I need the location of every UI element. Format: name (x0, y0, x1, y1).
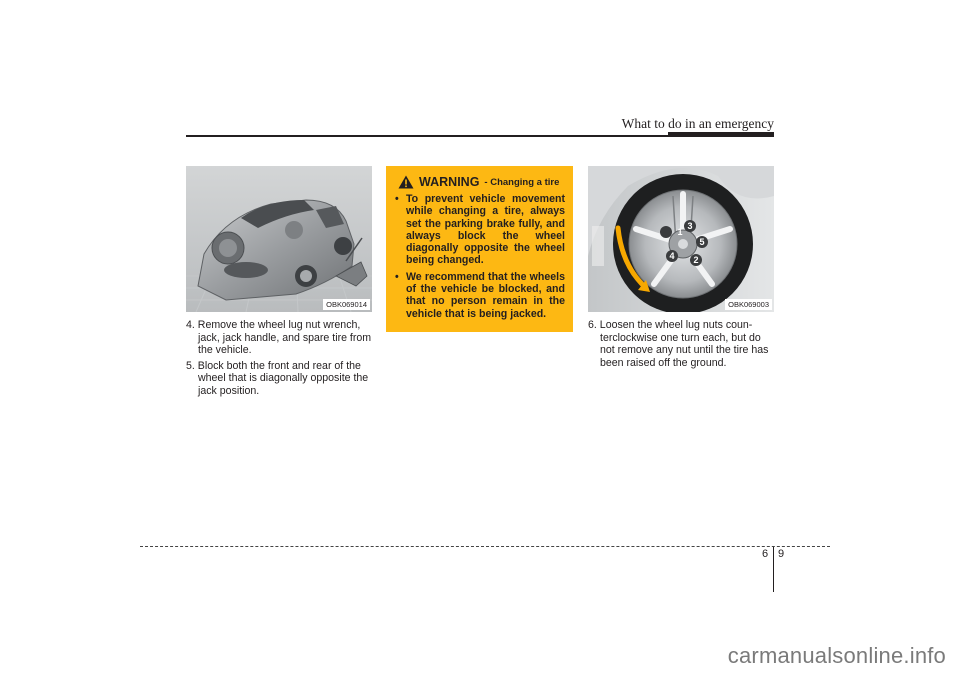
warning-item-text: We recommend that the wheels of the vehicle be blocked, and that no person remain in the vehicle that is being jacked. (406, 270, 565, 320)
step-number: 4. (186, 319, 195, 331)
warning-box (386, 166, 573, 332)
warning-item (394, 271, 565, 320)
car-jack-illustration (186, 166, 372, 312)
watermark: carmanualsonline.info (727, 643, 946, 668)
lug-number: 2 (693, 255, 699, 265)
figure-code: OBK069003 (725, 299, 772, 310)
warning-subtitle: - Changing a tire (484, 176, 560, 188)
chapter-number: 6 (762, 548, 769, 560)
steps-left (186, 319, 372, 401)
bullet-icon: • (395, 270, 399, 283)
footer-rule (140, 546, 830, 547)
warning-list (394, 193, 565, 320)
step-text-first: Block both the front and rear of the (197, 359, 361, 372)
warning-item-text: To prevent vehicle movement while changing a tire, always set the parking brake fully, and always block the wheel diagonally opposite the wheel being changed. (406, 193, 565, 267)
wheel-illustration-graphic (588, 166, 774, 312)
lug-number: 4 (669, 251, 675, 261)
warning-triangle-icon (398, 175, 414, 189)
step-6 (588, 319, 774, 369)
figure-code: OBK069014 (323, 299, 370, 310)
step-number: 6. (588, 319, 597, 331)
lug-number: 1 (677, 227, 683, 237)
page-number-divider (773, 547, 774, 592)
lug-number: 3 (687, 221, 693, 231)
step-5 (186, 360, 372, 398)
header-rule-accent (668, 132, 774, 137)
step-4 (186, 319, 372, 357)
car-illustration-graphic (186, 166, 372, 312)
step-text-rest: terclockwise one turn each, but do not remove any nut until the tire has been raised off the ground. (600, 331, 769, 369)
step-number: 5. (186, 359, 195, 372)
warning-header (398, 175, 565, 189)
warning-label: WARNING (419, 175, 480, 189)
page-number: 9 (778, 548, 785, 560)
warning-item (394, 193, 565, 267)
lug-number: 5 (699, 237, 705, 247)
step-text-rest: wheel that is diagonally opposite the jack position. (198, 372, 369, 397)
step-text-rest: jack, jack handle, and spare tire from the vehicle. (198, 331, 372, 357)
bullet-icon: • (395, 193, 399, 205)
step-text-first: Loosen the wheel lug nuts coun- (599, 319, 753, 331)
wheel-lug-nut-illustration (588, 166, 774, 312)
steps-right (588, 319, 774, 372)
section-title: What to do in an emergency (621, 116, 774, 131)
step-text-first: Remove the wheel lug nut wrench, (197, 319, 361, 331)
